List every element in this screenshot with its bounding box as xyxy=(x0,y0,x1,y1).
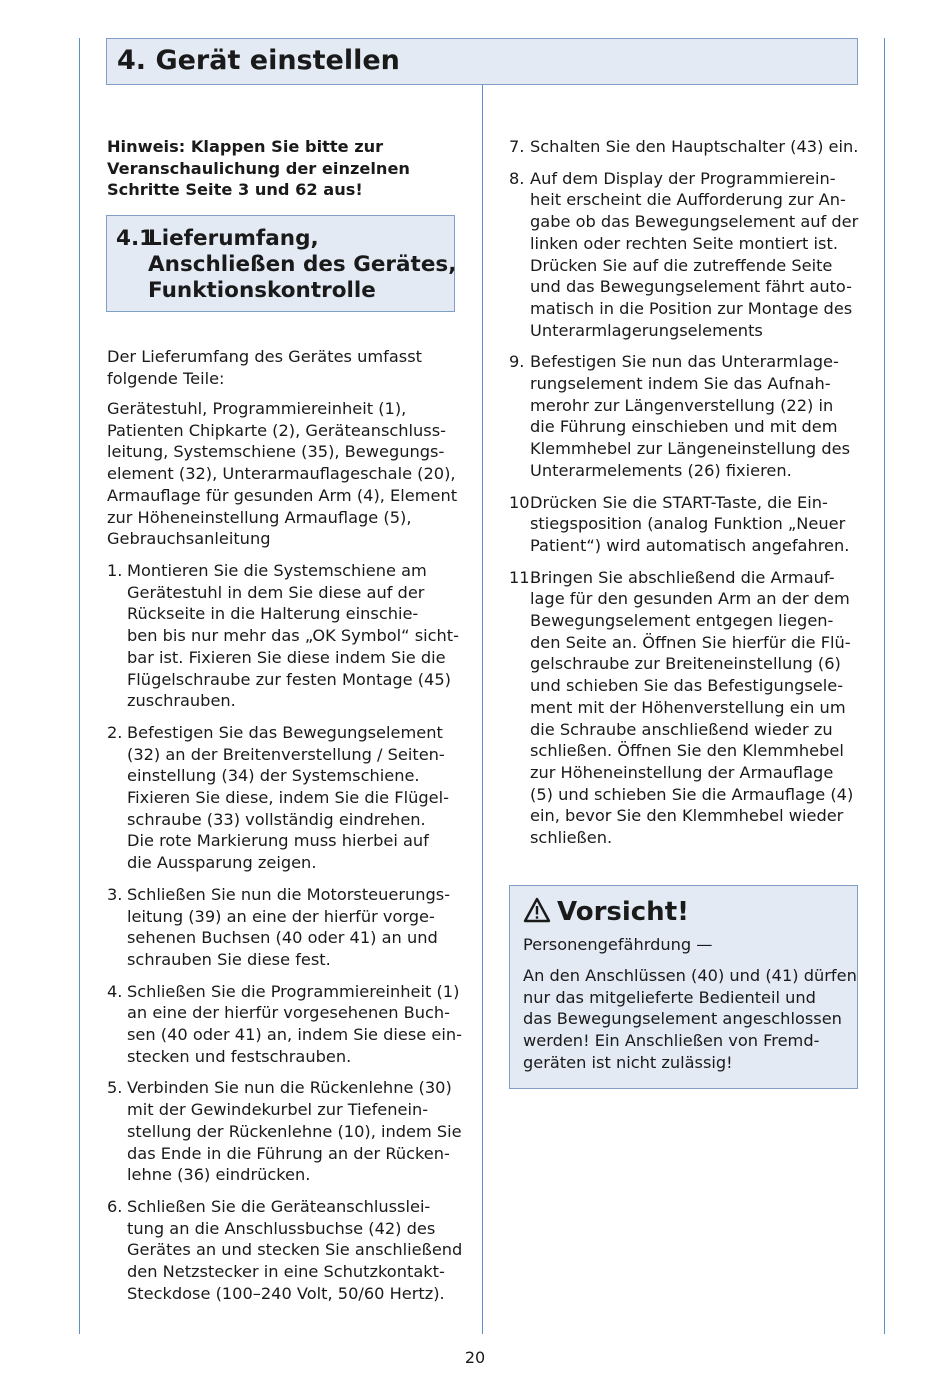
list-item xyxy=(107,981,462,1068)
list-item xyxy=(107,884,462,971)
list-item xyxy=(107,722,462,874)
step-line: sen (40 oder 41) an, indem Sie diese ein- xyxy=(127,1025,462,1045)
step-line: schraube (33) vollständig eindrehen. xyxy=(127,809,426,829)
section-title-line: Anschließen des Gerätes, xyxy=(148,252,457,277)
step-line: Patient“) wird automatisch angefahren. xyxy=(530,535,850,555)
column-divider-rule xyxy=(482,38,483,1334)
step-line: bar ist. Fixieren Sie diese indem Sie die xyxy=(127,647,446,667)
step-number: 4. xyxy=(107,981,123,1001)
step-line: Befestigen Sie nun das Unterarmlage- xyxy=(530,352,839,372)
step-line: den Seite an. Öffnen Sie hierfür die Flü- xyxy=(530,632,851,652)
step-line: die Führung einschieben und mit dem xyxy=(530,417,838,437)
list-item xyxy=(107,560,462,712)
step-number: 10. xyxy=(509,492,535,512)
step-line: und schieben Sie das Befestigungsele- xyxy=(530,676,844,696)
note-line: Schritte Seite 3 und 62 aus! xyxy=(107,180,363,200)
step-line: Befestigen Sie das Bewegungselement xyxy=(127,722,443,742)
step-line: den Netzstecker in eine Schutzkontakt- xyxy=(127,1262,445,1282)
step-line: sehenen Buchsen (40 oder 41) an und xyxy=(127,928,438,948)
section-title xyxy=(148,226,456,304)
page-number: 20 xyxy=(464,1348,486,1367)
list-item xyxy=(107,1077,462,1186)
list-item xyxy=(107,1196,462,1305)
parts-line: zur Höheneinstellung Armauflage (5), xyxy=(107,507,412,527)
intro-line: folgende Teile: xyxy=(107,368,225,388)
step-line: merohr zur Längenverstellung (22) in xyxy=(530,395,834,415)
step-line: (32) an der Breitenverstellung / Seiten- xyxy=(127,744,445,764)
step-number: 5. xyxy=(107,1078,123,1098)
steps-list-left xyxy=(107,560,462,1305)
step-line: (5) und schieben Sie die Armauflage (4) xyxy=(530,784,854,804)
step-line: die Schraube anschließend wieder zu xyxy=(530,719,833,739)
step-line: Die rote Markierung muss hierbei auf xyxy=(127,831,429,851)
caution-box xyxy=(509,885,858,1089)
intro-paragraph-2 xyxy=(107,398,457,550)
step-number: 9. xyxy=(509,352,525,372)
caution-line: das Bewegungselement angeschlossen xyxy=(523,1009,842,1029)
step-line: ein, bevor Sie den Klemmhebel wieder xyxy=(530,806,844,826)
caution-line: An den Anschlüssen (40) und (41) dürfen xyxy=(523,966,857,985)
note-line: Hinweis: Klappen Sie bitte zur xyxy=(107,137,384,156)
list-item xyxy=(509,351,858,481)
step-line: heit erscheint die Aufforderung zur An- xyxy=(530,190,846,210)
parts-line: Gebrauchsanleitung xyxy=(107,529,271,549)
list-item xyxy=(509,492,858,557)
step-line: Bringen Sie abschließend die Armauf- xyxy=(530,567,835,587)
step-line: Rückseite in die Halterung einschie- xyxy=(127,604,419,624)
step-line: Gerätestuhl in dem Sie diese auf der xyxy=(127,582,425,602)
caution-line: geräten ist nicht zulässig! xyxy=(523,1052,733,1072)
step-line: stecken und festschrauben. xyxy=(127,1046,352,1066)
step-line: einstellung (34) der Systemschiene. xyxy=(127,766,420,786)
step-line: leitung (39) an eine der hierfür vorge- xyxy=(127,906,435,926)
step-line: ment mit der Höhenverstellung ein um xyxy=(530,697,846,717)
step-line: matisch in die Position zur Montage des xyxy=(530,298,853,318)
section-title-line: Funktionskontrolle xyxy=(148,278,376,303)
step-number: 2. xyxy=(107,722,123,742)
step-line: Schalten Sie den Hauptschalter (43) ein. xyxy=(530,137,859,156)
section-heading-box xyxy=(106,215,455,312)
list-item xyxy=(509,567,858,849)
step-line: Unterarmlagerungselements xyxy=(530,320,763,340)
left-margin-rule xyxy=(79,38,80,1334)
step-line: stiegsposition (analog Funktion „Neuer xyxy=(530,514,846,534)
step-number: 6. xyxy=(107,1196,123,1216)
step-number: 11. xyxy=(509,567,535,587)
step-line: Fixieren Sie diese, indem Sie die Flügel- xyxy=(127,788,449,808)
step-number: 3. xyxy=(107,884,123,904)
steps-list-right xyxy=(509,136,858,849)
step-line: Steckdose (100–240 Volt, 50/60 Hertz). xyxy=(127,1283,445,1303)
step-line: schrauben Sie diese fest. xyxy=(127,949,331,969)
right-margin-rule xyxy=(884,38,885,1334)
step-line: Schließen Sie die Programmiereinheit (1) xyxy=(127,981,460,1001)
step-line: linken oder rechten Seite montiert ist. xyxy=(530,233,838,253)
parts-line: element (32), Unterarmauflageschale (20), xyxy=(107,464,456,484)
step-line: rungselement indem Sie das Aufnah- xyxy=(530,374,831,394)
step-line: und das Bewegungselement fährt auto- xyxy=(530,277,852,297)
step-line: Verbinden Sie nun die Rückenlehne (30) xyxy=(127,1078,452,1098)
step-line: schließen. Öffnen Sie den Klemmhebel xyxy=(530,741,844,761)
step-line: lage für den gesunden Arm an der dem xyxy=(530,589,850,609)
note-line: Veranschaulichung der einzelnen xyxy=(107,158,410,178)
parts-line: leitung, Systemschiene (35), Bewegungs- xyxy=(107,442,445,462)
warning-triangle-icon xyxy=(523,897,551,923)
step-number: 8. xyxy=(509,168,525,188)
step-line: ben bis nur mehr das „OK Symbol“ sicht- xyxy=(127,626,459,646)
step-line: Schließen Sie die Geräteanschlusslei- xyxy=(127,1196,431,1216)
step-number: 1. xyxy=(107,561,123,580)
step-line: lehne (36) eindrücken. xyxy=(127,1165,311,1185)
step-line: gabe ob das Bewegungselement auf der xyxy=(530,212,859,232)
step-line: zur Höheneinstellung der Armauflage xyxy=(530,762,834,782)
step-line: stellung der Rückenlehne (10), indem Sie xyxy=(127,1121,462,1141)
list-item xyxy=(509,168,858,342)
step-line: Schließen Sie nun die Motorsteuerungs- xyxy=(127,884,451,904)
step-line: Bewegungselement entgegen liegen- xyxy=(530,611,834,631)
step-line: gelschraube zur Breiteneinstellung (6) xyxy=(530,654,841,674)
caution-heading xyxy=(523,896,689,928)
step-line: zuschrauben. xyxy=(127,691,236,711)
step-line: Flügelschraube zur festen Montage (45) xyxy=(127,669,451,689)
section-number: 4.1 xyxy=(116,226,155,251)
step-line: mit der Gewindekurbel zur Tiefenein- xyxy=(127,1100,429,1120)
parts-line: Armauflage für gesunden Arm (4), Element xyxy=(107,485,458,505)
parts-line: Patienten Chipkarte (2), Geräteanschluss- xyxy=(107,420,447,440)
step-line: an eine der hierfür vorgesehenen Buch- xyxy=(127,1003,450,1023)
section-title-line: Lieferumfang, xyxy=(148,226,319,251)
step-line: schließen. xyxy=(530,828,613,848)
caution-line: nur das mitgelieferte Bedienteil und xyxy=(523,987,816,1007)
step-line: Auf dem Display der Programmierein- xyxy=(530,168,836,188)
step-line: die Aussparung zeigen. xyxy=(127,853,317,873)
caution-body xyxy=(523,965,857,1074)
step-line: Montieren Sie die Systemschiene am xyxy=(127,561,427,580)
caution-subtitle: Personengefährdung — xyxy=(523,935,713,954)
note-paragraph xyxy=(107,136,410,201)
step-line: Unterarmelements (26) fixieren. xyxy=(530,460,792,480)
step-line: Drücken Sie die START-Taste, die Ein- xyxy=(530,492,828,512)
caution-line: werden! Ein Anschließen von Fremd- xyxy=(523,1031,820,1051)
intro-line: Der Lieferumfang des Gerätes umfasst xyxy=(107,347,422,366)
parts-line: Gerätestuhl, Programmiereinheit (1), xyxy=(107,399,407,418)
chapter-title: 4. Gerät einstellen xyxy=(117,45,400,76)
intro-paragraph-1 xyxy=(107,346,422,389)
step-line: Gerätes an und stecken Sie anschließend xyxy=(127,1240,463,1260)
chapter-heading-box xyxy=(106,38,858,85)
step-line: Drücken Sie auf die zutreffende Seite xyxy=(530,255,833,275)
caution-title: Vorsicht! xyxy=(557,897,689,927)
list-item xyxy=(509,136,858,158)
step-line: tung an die Anschlussbuchse (42) des xyxy=(127,1218,436,1238)
step-line: Klemmhebel zur Längeneinstellung des xyxy=(530,439,851,459)
step-number: 7. xyxy=(509,137,525,156)
step-line: das Ende in die Führung an der Rücken- xyxy=(127,1143,450,1163)
